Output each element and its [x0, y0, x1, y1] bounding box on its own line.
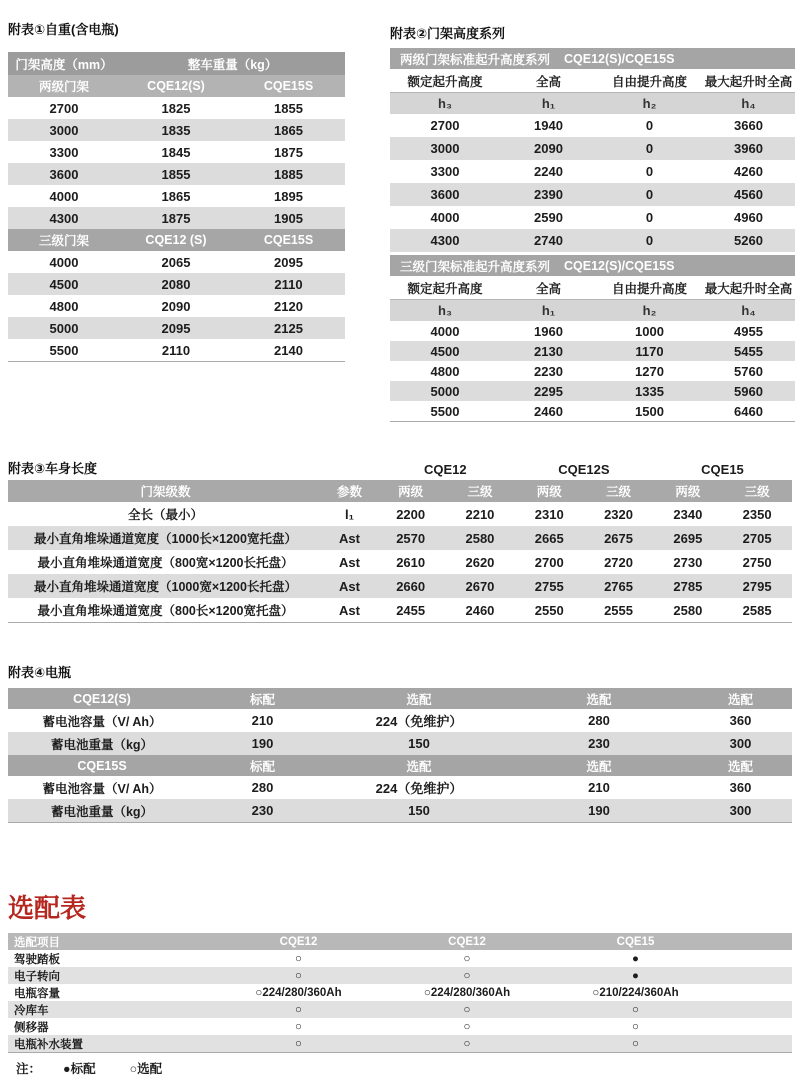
row-label: 蓄电池重量（kg）: [50, 804, 154, 819]
table-row: [8, 799, 792, 822]
table-row: [8, 1001, 792, 1018]
row-label: 最小直角堆垛通道宽度（1000长×1200宽托盘）: [34, 532, 297, 546]
param-symbol: h₂: [642, 96, 657, 111]
column-header: 选配: [586, 692, 612, 707]
cell: 0: [645, 164, 654, 179]
cell-filler: [714, 967, 792, 984]
cell: 4955: [734, 323, 763, 339]
cell: 2555: [604, 602, 633, 618]
model-header: CQE12(S): [73, 691, 131, 706]
model-header: CQE15: [701, 461, 744, 477]
cell: 2720: [604, 554, 633, 570]
param-symbol: h₁: [541, 96, 556, 111]
column-header: 参数: [336, 485, 362, 499]
cell: 2570: [396, 530, 426, 546]
cell: 2765: [604, 578, 633, 594]
table3-title-line: [8, 458, 792, 480]
cell: 5000: [49, 320, 79, 336]
table4-rows: [8, 709, 792, 755]
table1-title: 附表①自重(含电瓶): [8, 22, 119, 37]
cell: ○: [295, 1003, 302, 1016]
column-header: 选配项目: [14, 936, 60, 949]
cell: 210: [588, 780, 610, 795]
cell: 2620: [465, 554, 495, 570]
cell: 4500: [430, 343, 460, 359]
column-header: 自由提升高度: [611, 74, 687, 89]
cell: 4500: [49, 276, 79, 292]
cell: ○: [632, 1020, 639, 1033]
row-label: 蓄电池容量（V/ Ah）: [42, 714, 162, 729]
column-header-row: [390, 69, 795, 93]
cell: 1960: [534, 323, 563, 339]
param-symbol: h₄: [741, 96, 756, 111]
two-stage-lift-section: [390, 48, 795, 252]
cell: 1855: [274, 100, 303, 116]
cell: 2670: [465, 578, 495, 594]
cell: 360: [729, 713, 752, 728]
cell: ○224/280/360Ah: [423, 986, 511, 999]
cell: 2675: [604, 530, 633, 546]
table-row: [390, 206, 795, 229]
cell: 3660: [734, 118, 763, 133]
cell: 1865: [161, 188, 191, 204]
self-weight-section: [8, 22, 345, 362]
column-header: 三级: [606, 485, 632, 499]
cell: 230: [588, 736, 610, 751]
column-header: 最大起升时全高: [704, 74, 793, 89]
cell: ○: [463, 952, 471, 965]
cell: 3000: [430, 141, 460, 156]
cell: 2590: [534, 210, 563, 225]
cell: 224（免维护）: [375, 714, 463, 729]
cell: 2390: [534, 187, 563, 202]
table2-title: 附表②门架高度系列: [390, 26, 506, 41]
cell: 2110: [274, 276, 303, 292]
cell: 2090: [161, 298, 191, 314]
cell: 1825: [161, 100, 191, 116]
column-header: CQE12: [448, 935, 486, 948]
table-row: [8, 950, 792, 967]
cell: ○: [295, 1020, 302, 1033]
options-header-band: [8, 933, 792, 950]
param-symbol: Ast: [339, 530, 360, 546]
row-label: 最小直角堆垛通道宽度（800宽×1200长托盘）: [37, 556, 294, 570]
section-band: [390, 48, 795, 69]
table3-rows: [8, 502, 792, 622]
cell: 224（免维护）: [375, 781, 463, 796]
top-tables-row: [0, 0, 800, 422]
table4-title: 附表④电瓶: [8, 665, 72, 680]
column-header: 门架级数: [140, 485, 191, 499]
cell: 5500: [49, 342, 79, 358]
row-label: 最小直角堆垛通道宽度（800长×1200宽托盘）: [37, 604, 294, 618]
table1-two-stage-header: [8, 75, 345, 97]
cell: 300: [729, 736, 752, 751]
cell: 3300: [430, 164, 460, 179]
column-header: 选配: [586, 759, 612, 774]
table-row: [8, 984, 792, 1001]
cell: 2320: [604, 506, 633, 522]
cell: 0: [645, 118, 654, 133]
table1-header-band: [8, 52, 345, 75]
table-row: [8, 163, 345, 185]
cell: 5760: [734, 363, 763, 379]
table3-header-band: [8, 480, 792, 502]
cell: 2200: [396, 506, 426, 522]
cell: 2730: [673, 554, 703, 570]
column-header: 整车重量（kg）: [187, 57, 278, 72]
model-header: CQE12: [423, 461, 467, 477]
cell: 2700: [534, 554, 564, 570]
cell: 2585: [742, 602, 772, 618]
cell: 2580: [673, 602, 703, 618]
cell: ●: [632, 952, 639, 965]
column-header: 两级门架: [38, 80, 89, 94]
cell: 5960: [734, 383, 763, 399]
column-header: CQE15S: [263, 79, 314, 93]
cell: 2755: [534, 578, 564, 594]
table-row: [8, 207, 345, 229]
cell-filler: [714, 984, 792, 1001]
table-row: [8, 732, 792, 755]
column-header: 全高: [535, 281, 561, 296]
cell: 6460: [734, 403, 763, 419]
table-row: [8, 141, 345, 163]
table-row: [8, 502, 792, 526]
cell: 280: [588, 713, 610, 728]
cell: 3960: [734, 141, 763, 156]
table4-rows: [8, 776, 792, 822]
table-row: [390, 229, 795, 252]
row-label: 蓄电池容量（V/ Ah）: [42, 781, 162, 796]
column-header: 三级门架: [38, 234, 89, 248]
param-symbol: Ast: [339, 578, 360, 594]
cell: 2665: [534, 530, 564, 546]
column-header: 标配: [249, 759, 275, 774]
cell: 150: [408, 803, 430, 818]
cell: 1940: [534, 118, 563, 133]
cell: 2080: [161, 276, 191, 292]
cell: 1905: [274, 210, 303, 226]
table1-three-stage-header: [8, 229, 345, 251]
options-title: 选配表: [8, 893, 87, 923]
cell: 2295: [534, 383, 563, 399]
cell: 4260: [734, 164, 763, 179]
cell: 2140: [274, 342, 303, 358]
legend-note: [16, 1059, 800, 1077]
cell: ○: [295, 952, 302, 965]
table-row: [8, 526, 792, 550]
cell: 2095: [274, 254, 303, 270]
cell: 2125: [274, 320, 303, 336]
column-header: 三级: [467, 485, 493, 499]
column-header: 选配: [406, 692, 432, 707]
table-row: [8, 273, 345, 295]
cell: 1845: [161, 144, 191, 160]
band-models: CQE12(S)/CQE15S: [564, 51, 675, 66]
cell: 1335: [635, 383, 664, 399]
cell: 4000: [49, 188, 79, 204]
two-stage-lift-rows: [390, 114, 795, 252]
section-band: [390, 255, 795, 276]
row-label: 最小直角堆垛通道宽度（1000宽×1200长托盘）: [34, 580, 297, 594]
column-header: CQE12: [279, 935, 318, 948]
param-symbol: h₂: [642, 303, 657, 318]
cell: 2230: [534, 363, 563, 379]
cell: 5455: [734, 343, 763, 359]
table-row: [8, 550, 792, 574]
row-label: 蓄电池重量（kg）: [50, 737, 154, 752]
cell: 4000: [430, 210, 460, 225]
header-filler: [714, 933, 792, 950]
cell: 2705: [742, 530, 772, 546]
cell: 4960: [734, 210, 763, 225]
cell-filler: [714, 1035, 792, 1052]
param-symbol: h₃: [438, 303, 452, 318]
table-row: [390, 137, 795, 160]
battery-section-cqe15s: [8, 755, 792, 822]
legend-standard: ●标配: [63, 1062, 96, 1076]
cell: 1895: [274, 188, 303, 204]
column-header: 两级: [536, 485, 562, 499]
table-row: [8, 776, 792, 799]
table-row: [390, 321, 795, 341]
cell: ○210/224/360Ah: [592, 986, 679, 999]
band-label: 两级门架标准起升高度系列: [400, 52, 551, 67]
row-label: 电子转向: [14, 970, 60, 983]
param-symbol: l₁: [345, 506, 354, 522]
cell: 4300: [430, 233, 460, 248]
cell: 2550: [534, 602, 564, 618]
cell: 190: [588, 803, 610, 818]
row-label: 电瓶补水装置: [14, 1038, 83, 1051]
row-label: 驾驶踏板: [14, 953, 60, 966]
cell: 150: [408, 736, 430, 751]
cell: 2660: [396, 578, 426, 594]
cell: ○: [295, 969, 302, 982]
cell: 190: [251, 736, 274, 751]
column-header: CQE15: [616, 935, 655, 948]
table-row: [390, 341, 795, 361]
row-label: 冷库车: [14, 1004, 49, 1017]
cell: 0: [645, 210, 654, 225]
cell: 280: [251, 780, 274, 795]
cell: ○: [632, 1037, 639, 1050]
cell: 0: [645, 233, 654, 248]
table3-title: 附表③车身长度: [8, 461, 98, 476]
column-header: 三级: [744, 485, 770, 499]
cell: 2580: [465, 530, 495, 546]
table-row: [8, 709, 792, 732]
cell: 4000: [430, 323, 460, 339]
cell: 2610: [396, 554, 426, 570]
cell: 3000: [49, 122, 79, 138]
cell: 3300: [49, 144, 79, 160]
cell: 5000: [430, 383, 460, 399]
column-header: CQE12 (S): [145, 233, 207, 247]
cell: 4800: [49, 298, 79, 314]
body-length-section: [8, 458, 792, 623]
band-label: 三级门架标准起升高度系列: [400, 259, 551, 274]
table4-header-band: [8, 688, 792, 709]
cell: 2120: [274, 298, 303, 314]
cell: 1875: [274, 144, 303, 160]
cell: 2785: [673, 578, 703, 594]
column-header: 两级: [675, 485, 701, 499]
column-header: 选配: [727, 692, 753, 707]
options-rows: [8, 950, 792, 1053]
options-section: [8, 893, 800, 1077]
column-header: CQE15S: [263, 233, 314, 247]
table-row: [390, 183, 795, 206]
cell-filler: [714, 1018, 792, 1035]
cell: 2740: [534, 233, 563, 248]
cell: 2455: [396, 602, 426, 618]
cell: 2695: [673, 530, 703, 546]
cell: 2065: [161, 254, 191, 270]
column-header: 额定起升高度: [407, 74, 483, 89]
column-header: 选配: [727, 759, 753, 774]
column-header: 标配: [249, 692, 275, 707]
cell: 360: [729, 780, 752, 795]
table4-header-band: [8, 755, 792, 776]
cell: 1500: [635, 403, 664, 419]
cell: 2795: [742, 578, 772, 594]
cell: 300: [729, 803, 752, 818]
cell: 5260: [734, 233, 763, 248]
legend-optional: ○选配: [129, 1062, 163, 1076]
table-row: [8, 295, 345, 317]
model-header: CQE15S: [77, 758, 127, 773]
param-symbol-row: [390, 93, 795, 114]
cell: 1270: [635, 363, 664, 379]
table-row: [8, 598, 792, 622]
cell: 4000: [49, 254, 79, 270]
battery-section: [8, 665, 800, 823]
column-header: CQE12(S): [147, 79, 205, 93]
param-symbol-row: [390, 300, 795, 321]
cell: 4300: [49, 210, 79, 226]
cell: 0: [645, 187, 654, 202]
column-header: 两级: [398, 485, 424, 499]
model-header: CQE12S: [558, 461, 610, 477]
row-label: 侧移器: [14, 1021, 49, 1034]
cell: 210: [251, 713, 274, 728]
cell: ○: [463, 1020, 471, 1033]
cell-filler: [714, 1001, 792, 1018]
cell: 3600: [49, 166, 79, 182]
column-header-row: [390, 276, 795, 300]
table-row: [390, 114, 795, 137]
cell: 2460: [465, 602, 495, 618]
three-stage-lift-section: [390, 255, 795, 421]
cell: 2750: [742, 554, 772, 570]
cell: 2350: [742, 506, 772, 522]
param-symbol: h₄: [741, 303, 756, 318]
table-row: [390, 381, 795, 401]
table-row: [8, 574, 792, 598]
table-row: [8, 185, 345, 207]
cell: 2240: [534, 164, 563, 179]
cell: 5500: [430, 403, 460, 419]
cell: 2340: [673, 506, 703, 522]
cell: 1170: [635, 343, 664, 359]
param-symbol: h₃: [438, 96, 452, 111]
row-label: 全长（最小）: [127, 508, 203, 522]
cell: 3600: [430, 187, 460, 202]
row-label: 电瓶容量: [14, 987, 60, 1000]
column-header: 全高: [535, 74, 561, 89]
table-row: [390, 401, 795, 421]
table-row: [8, 1018, 792, 1035]
cell: ○: [463, 1037, 471, 1050]
cell: 2700: [430, 118, 460, 133]
cell: 2130: [534, 343, 563, 359]
cell: 1885: [274, 166, 303, 182]
param-symbol: h₁: [541, 303, 556, 318]
cell: 2210: [465, 506, 495, 522]
cell: 1865: [274, 122, 303, 138]
table-row: [390, 160, 795, 183]
cell: ○: [463, 969, 471, 982]
table-row: [8, 251, 345, 273]
cell: 2310: [534, 506, 564, 522]
table-row: [8, 97, 345, 119]
cell: ○: [463, 1003, 471, 1016]
table-row: [8, 339, 345, 361]
cell: 230: [251, 803, 274, 818]
column-header: 最大起升时全高: [704, 281, 793, 296]
table-row: [8, 317, 345, 339]
cell: ○224/280/360Ah: [255, 986, 342, 999]
battery-section-cqe12s: [8, 688, 792, 755]
legend-prefix: 注：: [16, 1062, 42, 1076]
cell: 1835: [161, 122, 191, 138]
cell: 2090: [534, 141, 563, 156]
column-header: 门架高度（mm）: [15, 57, 113, 72]
cell: 0: [645, 141, 654, 156]
band-models: CQE12(S)/CQE15S: [564, 258, 675, 273]
cell: 1875: [161, 210, 191, 226]
param-symbol: Ast: [339, 602, 360, 618]
mast-height-section: [390, 22, 795, 422]
table1-two-stage-rows: [8, 97, 345, 229]
cell: 2110: [161, 342, 191, 358]
column-header: 额定起升高度: [407, 281, 483, 296]
cell: ○: [632, 1003, 639, 1016]
cell: 4560: [734, 187, 763, 202]
cell-filler: [714, 950, 792, 967]
table1-three-stage-rows: [8, 251, 345, 361]
cell: 2700: [49, 100, 79, 116]
cell: 2095: [161, 320, 191, 336]
three-stage-lift-rows: [390, 321, 795, 421]
cell: ●: [632, 969, 639, 982]
table-row: [8, 967, 792, 984]
cell: ○: [295, 1037, 302, 1050]
table-row: [390, 361, 795, 381]
cell: 2460: [534, 403, 563, 419]
cell: 1855: [161, 166, 191, 182]
column-header: 自由提升高度: [611, 281, 687, 296]
table-row: [8, 1035, 792, 1052]
table-row: [8, 119, 345, 141]
column-header: 选配: [406, 759, 432, 774]
cell: 4800: [430, 363, 460, 379]
cell: 1000: [635, 323, 664, 339]
param-symbol: Ast: [339, 554, 360, 570]
